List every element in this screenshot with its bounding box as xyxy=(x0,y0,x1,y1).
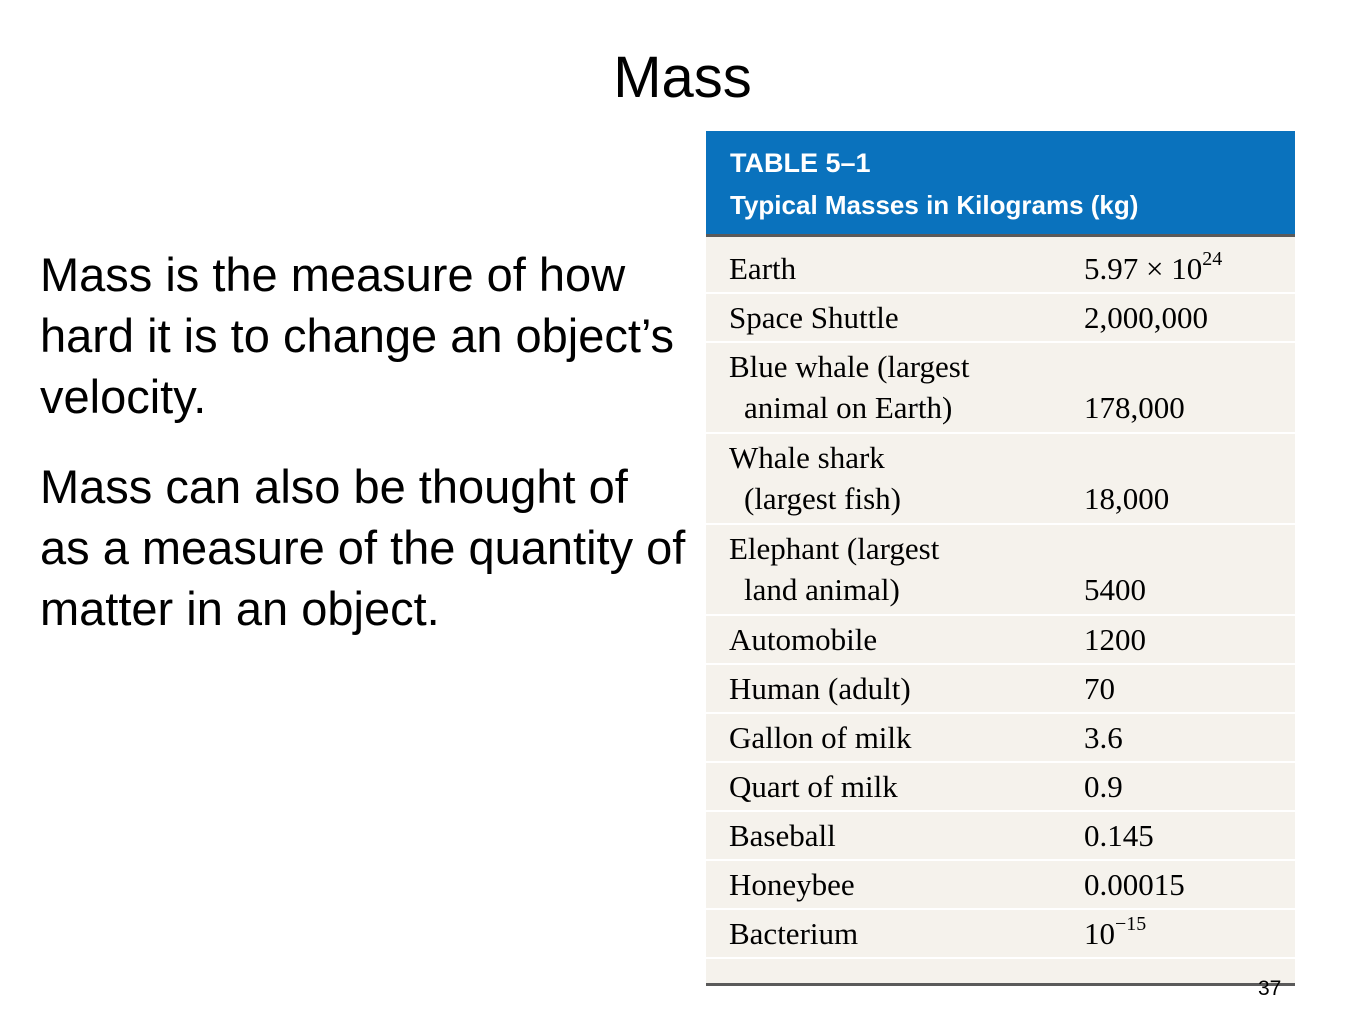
row-mass xyxy=(1084,248,1295,289)
row-name xyxy=(706,297,1084,338)
row-mass xyxy=(1084,668,1295,709)
row-name-line1: Bacterium xyxy=(729,916,859,951)
row-name-line2: animal on Earth) xyxy=(744,390,953,425)
row-name-line2: (largest fish) xyxy=(744,481,901,516)
slide-title: Mass xyxy=(613,45,752,110)
row-name-line1: Baseball xyxy=(729,818,836,853)
table-bottom-rule xyxy=(706,983,1295,986)
row-mass-value: 3.6 xyxy=(1084,720,1123,755)
table-body xyxy=(706,237,1295,959)
table-caption: Typical Masses in Kilograms (kg) xyxy=(730,190,1139,220)
table-row xyxy=(706,434,1295,525)
table-row xyxy=(706,343,1295,434)
row-mass-exponent: 24 xyxy=(1202,248,1223,270)
row-name xyxy=(706,913,1084,954)
table-label: TABLE 5–1 xyxy=(730,148,871,178)
row-name xyxy=(706,619,1084,660)
row-mass-value: 70 xyxy=(1084,671,1115,706)
row-mass xyxy=(1084,815,1295,856)
table-row xyxy=(706,714,1295,763)
row-name xyxy=(706,248,1084,289)
row-mass xyxy=(1084,766,1295,807)
row-mass-value: 10 xyxy=(1084,916,1115,951)
mass-table xyxy=(706,131,1295,986)
paragraph-mass-definition: Mass is the measure of how hard it is to change an object’s velocity. xyxy=(40,248,675,423)
row-mass xyxy=(1084,717,1295,758)
row-mass-value: 5400 xyxy=(1084,572,1146,607)
row-mass-value: 2,000,000 xyxy=(1084,300,1208,335)
row-name-line1: Gallon of milk xyxy=(729,720,912,755)
table-row xyxy=(706,910,1295,959)
row-name xyxy=(706,668,1084,709)
row-name-line1: Earth xyxy=(729,251,797,286)
row-name-line1: Automobile xyxy=(729,622,878,657)
table-row xyxy=(706,525,1295,616)
row-name-line1: Honeybee xyxy=(729,867,855,902)
table-row xyxy=(706,245,1295,294)
row-name xyxy=(706,864,1084,905)
body-text xyxy=(40,244,690,668)
row-name xyxy=(706,766,1084,807)
row-mass-value: 5.97 × 10 xyxy=(1084,251,1203,286)
row-mass-exponent: −15 xyxy=(1115,913,1147,935)
row-name xyxy=(706,434,1084,523)
table-row xyxy=(706,861,1295,910)
paragraph-mass-quantity: Mass can also be thought of as a measure of the quantity of matter in an object. xyxy=(40,460,686,635)
table-header xyxy=(706,131,1295,237)
row-mass-value: 0.9 xyxy=(1084,769,1123,804)
row-mass xyxy=(1084,569,1295,614)
row-mass xyxy=(1084,864,1295,905)
slide-number: 37 xyxy=(1258,977,1282,1000)
row-mass-value: 178,000 xyxy=(1084,390,1185,425)
row-name-line1: Elephant (largest xyxy=(729,531,940,566)
row-mass xyxy=(1084,297,1295,338)
row-name xyxy=(706,717,1084,758)
row-mass xyxy=(1084,913,1295,954)
row-name xyxy=(706,343,1084,432)
row-mass-value: 0.00015 xyxy=(1084,867,1185,902)
row-name-line1: Whale shark xyxy=(729,440,885,475)
row-mass xyxy=(1084,387,1295,432)
row-name-line1: Human (adult) xyxy=(729,671,911,706)
table-row xyxy=(706,812,1295,861)
row-mass xyxy=(1084,619,1295,660)
row-mass-value: 18,000 xyxy=(1084,481,1170,516)
row-name-line1: Blue whale (largest xyxy=(729,349,970,384)
row-mass-value: 0.145 xyxy=(1084,818,1154,853)
row-mass xyxy=(1084,478,1295,523)
row-name xyxy=(706,525,1084,614)
table-row xyxy=(706,294,1295,343)
table-row xyxy=(706,665,1295,714)
row-name-line1: Quart of milk xyxy=(729,769,898,804)
row-name-line2: land animal) xyxy=(744,572,900,607)
table-row xyxy=(706,616,1295,665)
table-row xyxy=(706,763,1295,812)
row-name xyxy=(706,815,1084,856)
row-mass-value: 1200 xyxy=(1084,622,1146,657)
row-name-line1: Space Shuttle xyxy=(729,300,899,335)
